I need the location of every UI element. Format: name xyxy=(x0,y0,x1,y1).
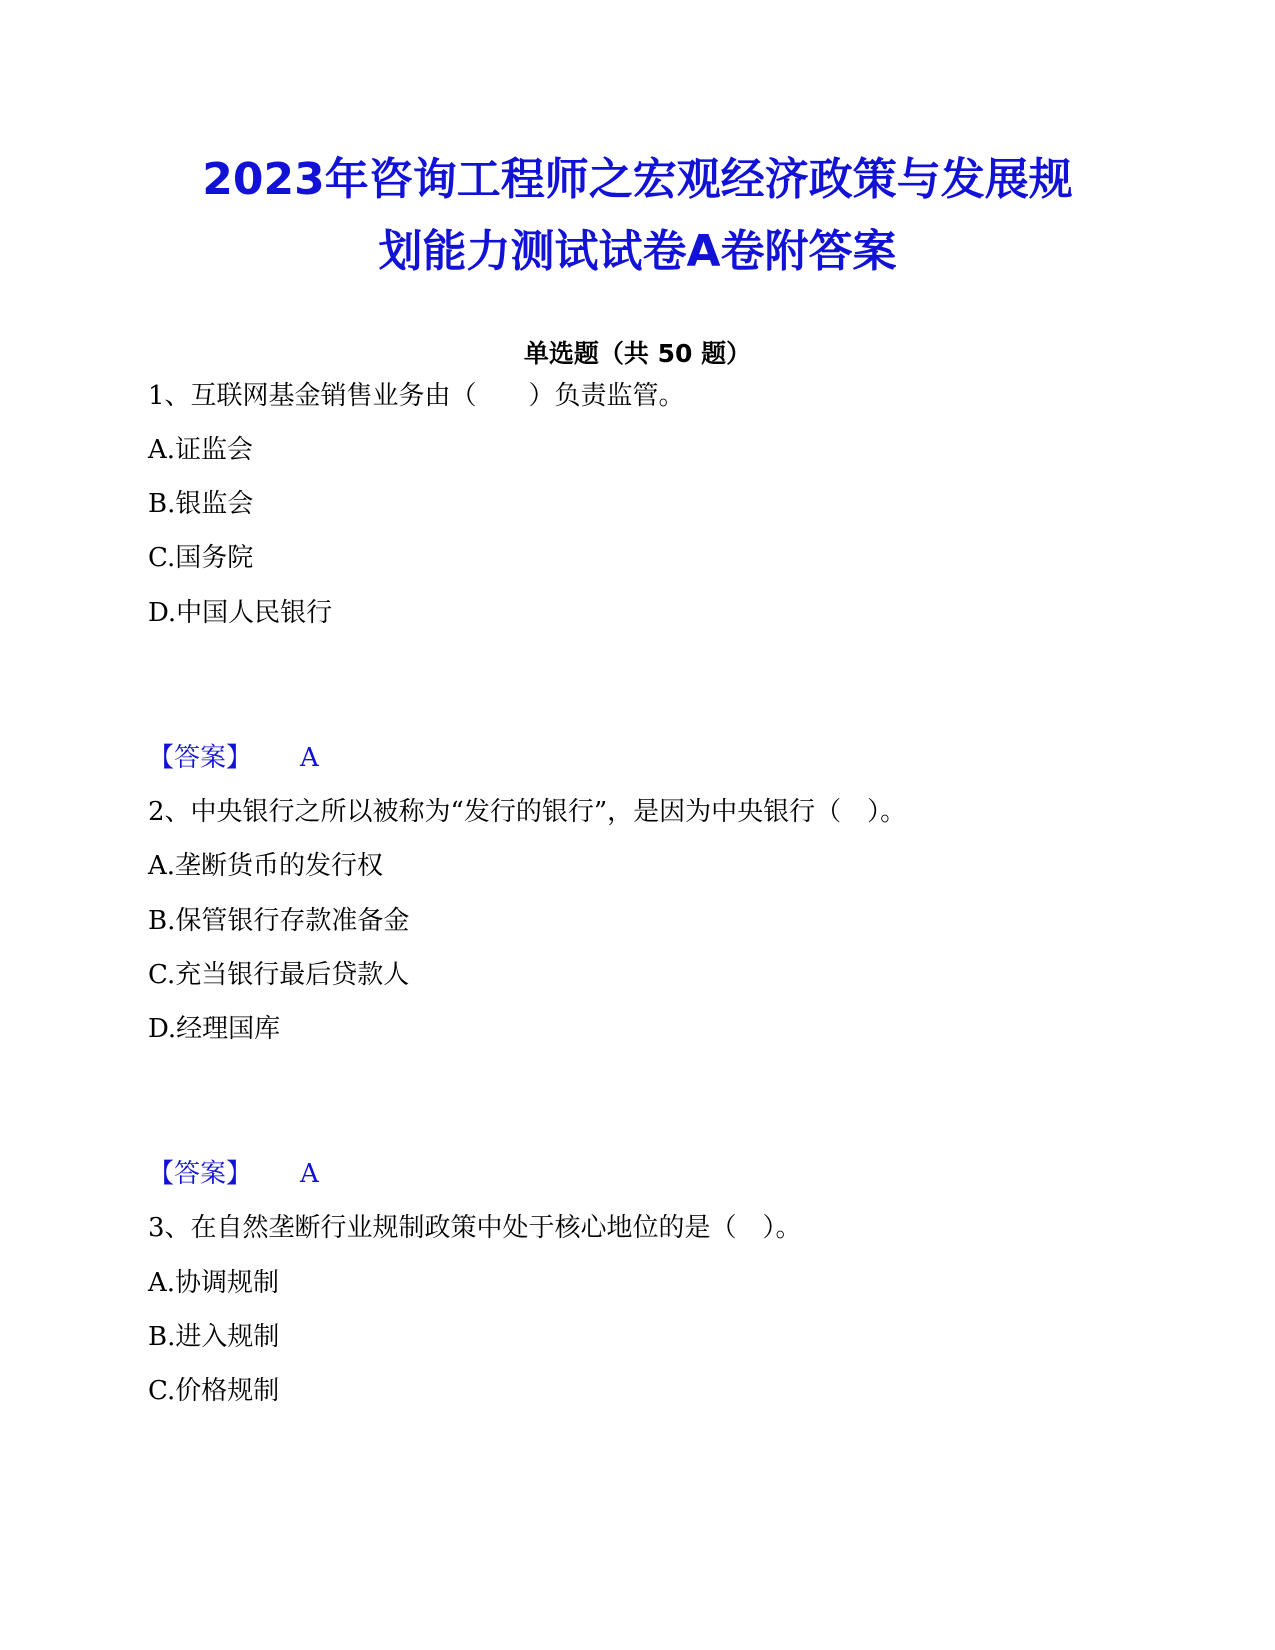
question-2-answer xyxy=(148,1161,319,1187)
question-1-text: 1、互联网基金销售业务由（ ）负责监管。 xyxy=(148,381,685,411)
answer-label: 【答案】 xyxy=(148,743,253,773)
question-1-option-a: A.证监会 xyxy=(148,435,254,465)
question-1-option-c: C.国务院 xyxy=(148,543,254,573)
question-2-option-c: C.充当银行最后贷款人 xyxy=(148,960,410,990)
question-3-option-a: A.协调规制 xyxy=(148,1268,280,1298)
question-1-answer xyxy=(148,745,319,771)
answer-label: 【答案】 xyxy=(148,1159,253,1189)
document-title-line-2: 划能力测试试卷A卷附答案 xyxy=(378,226,897,277)
question-2-option-a: A.垄断货币的发行权 xyxy=(148,851,384,881)
question-2-option-b: B.保管银行存款准备金 xyxy=(148,906,410,936)
question-3-text: 3、在自然垄断行业规制政策中处于核心地位的是（ ）。 xyxy=(148,1213,802,1243)
question-1-option-b: B.银监会 xyxy=(148,489,254,519)
question-1-option-d: D.中国人民银行 xyxy=(148,598,333,628)
answer-value: A xyxy=(300,743,319,773)
document-title-line-1: 2023年咨询工程师之宏观经济政策与发展规 xyxy=(202,154,1073,205)
question-2-text: 2、中央银行之所以被称为“发行的银行”，是因为中央银行（ ）。 xyxy=(148,797,907,827)
section-heading: 单选题（共 50 题） xyxy=(523,339,752,368)
question-2-option-d: D.经理国库 xyxy=(148,1014,281,1044)
question-3-option-b: B.进入规制 xyxy=(148,1322,280,1352)
answer-value: A xyxy=(300,1159,319,1189)
question-3-option-c: C.价格规制 xyxy=(148,1376,280,1406)
